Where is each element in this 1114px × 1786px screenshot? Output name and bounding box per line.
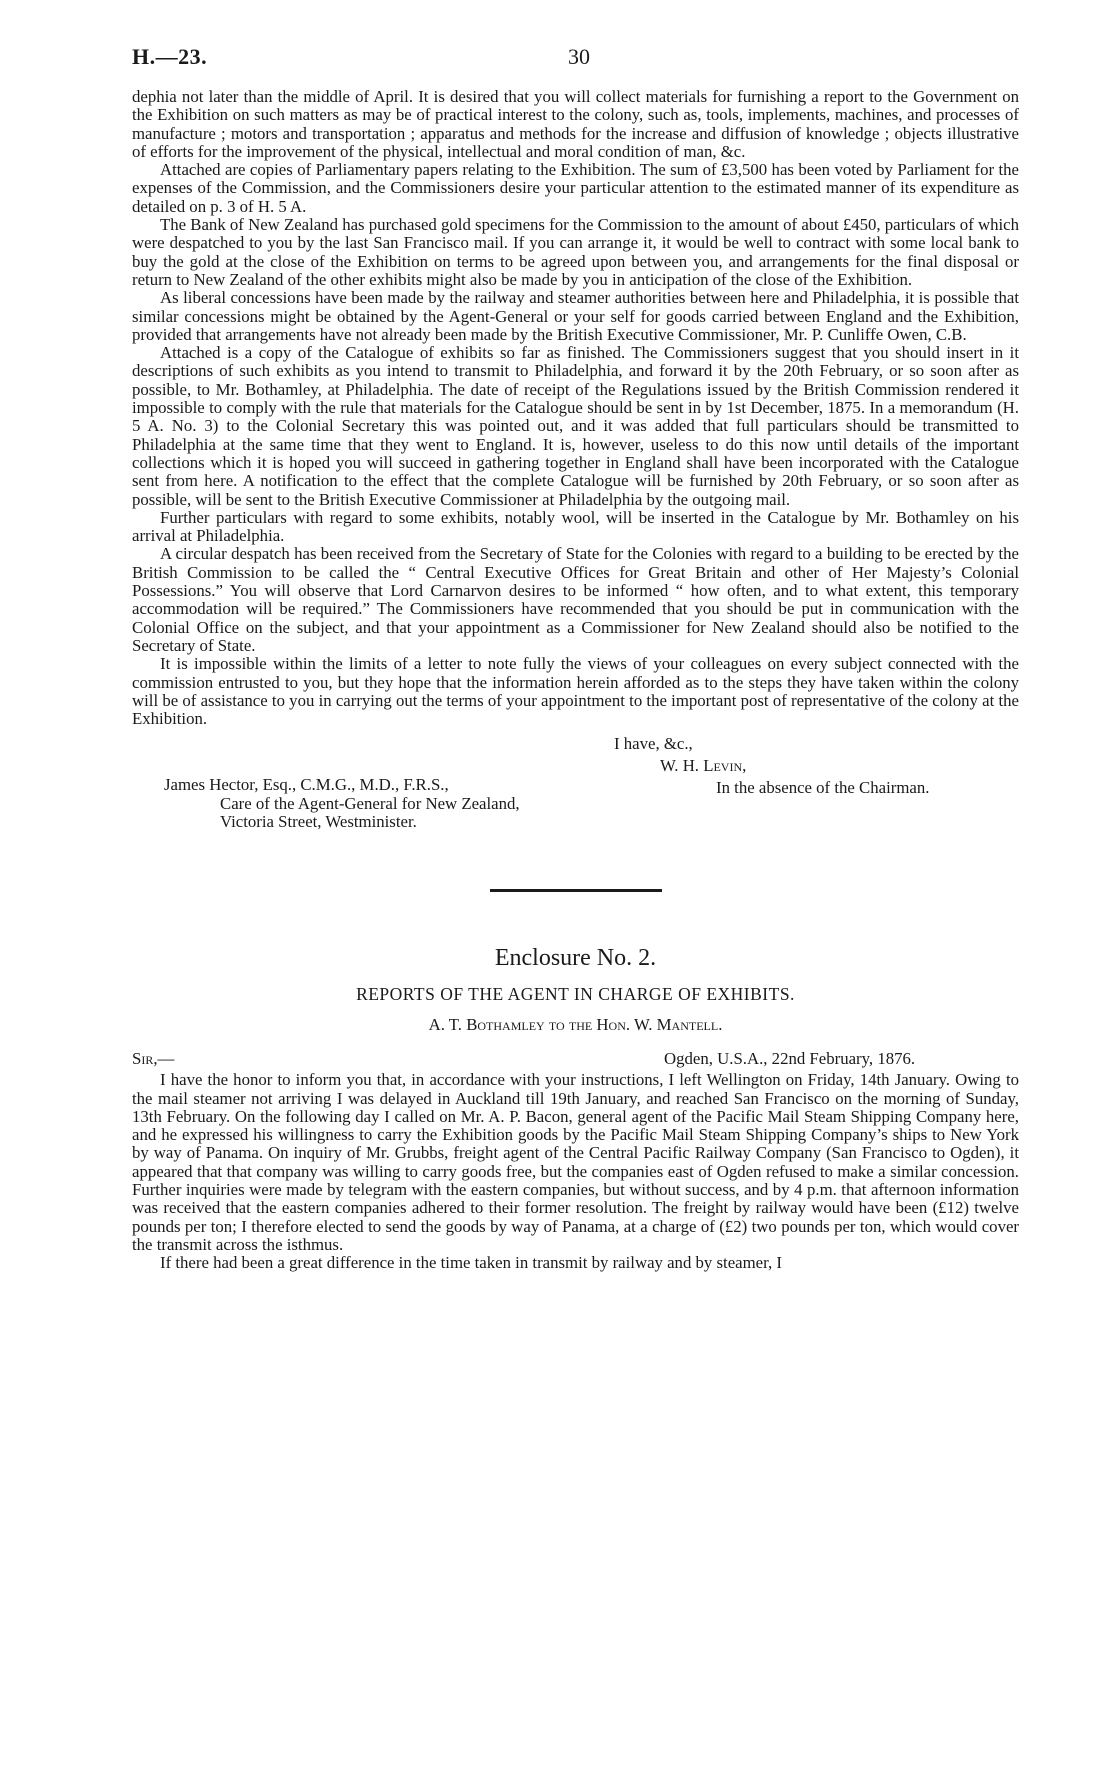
paragraph: dephia not later than the middle of April. It is desired that you will collect materials for furnishing a report to the Government on the Exhibition on such matters as may be of practical interest to the colony, such as, tools, implements, machines, and processes of manufacture ; motors and transportation ; apparatus and methods for the increase and diffusion of knowledge ; objects illustrative of efforts for the improvement of the physical, intellectual and moral condition of man, &c. (132, 87, 1019, 161)
page-header (132, 36, 1019, 88)
enclosure-body (132, 1071, 1019, 1272)
paragraph: Attached is a copy of the Catalogue of exhibits so far as finished. The Commissioners suggest that you should insert in it descriptions of such exhibits as you intend to transmit to Philadelphia, and forward it by the 20th February, or so soon after as possible, to Mr. Bothamley, at Philadelphia. The date of receipt of the Regulations issued by the British Commission rendered it impossible to comply with the rule that materials for the Catalogue should be sent in by 1st December, 1875. In a memorandum (H. 5 A. No. 3) to the Colonial Secretary this was pointed out, and it was added that full particulars should be transmitted to Philadelphia at the same time that they went to England. It is, however, useless to do this now until details of the important collections which it is hoped you will succeed in gathering together in England shall have been incorporated with the Catalogue sent from here. A notification to the effect that the complete Catalogue will be furnished by 20th February, or so soon after as possible, will be sent to the British Executive Commissioner at Philadelphia by the outgoing mail. (132, 343, 1019, 509)
salutation: Sir,— (132, 1049, 175, 1069)
paragraph: Attached are copies of Parliamentary papers relating to the Exhibition. The sum of £3,500 has been voted by Parliament for the expenses of the Commission, and the Commissioners desire your particular attention to the estimated manner of its expenditure as detailed on p. 3 of H. 5 A. (132, 160, 1019, 216)
enclosure-subtitle: REPORTS OF THE AGENT IN CHARGE OF EXHIBITS. (356, 984, 795, 1005)
document-reference: H.—23. (132, 44, 208, 69)
enclosure-from-to: A. T. Bothamley to the Hon. W. Mantell. (428, 1015, 723, 1035)
closing-row-1 (132, 732, 1019, 754)
addressee-name: James Hector, Esq., C.M.G., M.D., F.R.S., (164, 775, 449, 795)
paragraph: A circular despatch has been received from the Secretary of State for the Colonies with regard to a building to be erected by the British Commission to be called the “ Central Executive Offices for Great Britain and other of Her Majesty’s Colonial Possessions.” You will observe that Lord Carnarvon desires to be informed “ how often, and to what extent, this temporary accommodation will be required.” The Commissioners have recommended that you should be put in communication with the Colonial Office on the subject, and that your appointment as a Commissioner for New Zealand should also be notified to the Secretary of State. (132, 544, 1019, 655)
paragraph: It is impossible within the limits of a letter to note fully the views of your colleagues on every subject connected with the commission entrusted to you, but they hope that the information herein afforded as to the steps they have taken within the colony will be of assistance to you in carrying out the terms of your appointment to the important post of representative of the colony at the Exhibition. (132, 654, 1019, 729)
paragraph: I have the honor to inform you that, in accordance with your instructions, I left Wellington on Friday, 14th January. Owing to the mail steamer not arriving I was delayed in Auckland till 19th January, and reached San Francisco on the morning of Sunday, 13th February. On the following day I called on Mr. A. P. Bacon, general agent of the Pacific Mail Steam Shipping Company here, and he expressed his willingness to carry the Exhibition goods by the Pacific Mail Steam Shipping Company’s ships to New York by way of Panama. On inquiry of Mr. Grubbs, freight agent of the Central Pacific Railway Company (San Francisco to Ogden), it appeared that that company was willing to carry goods free, but the companies east of Ogden refused to make a similar concession. Further inquiries were made by telegram with the eastern companies, but without success, and by 4 p.m. that afternoon information was received that the eastern companies adhered to their former resolution. The freight by railway would have been (£12) twelve pounds per ton; I therefore elected to send the goods by way of Panama, at a charge of (£2) two pounds per ton, which would cover the transmit across the isthmus. (132, 1070, 1019, 1254)
paragraph: Further particulars with regard to some exhibits, notably wool, will be inserted in the Catalogue by Mr. Bothamley on his arrival at Philadelphia. (132, 507, 1019, 546)
dateline: Ogden, U.S.A., 22nd February, 1876. (664, 1049, 916, 1069)
page-number: 30 (568, 44, 590, 69)
paragraph: If there had been a great difference in the time taken in transmit by railway and by steamer, I (160, 1253, 782, 1273)
paragraph: As liberal concessions have been made by the railway and steamer authorities between here and Philadelphia, it is possible that similar concessions might be obtained by the Agent-General or your self for goods carried between England and the Exhibition, provided that arrangements have not already been made by the British Executive Commissioner, Mr. P. Cunliffe Owen, C.B. (132, 288, 1019, 344)
signature-capacity: In the absence of the Chairman. (716, 778, 930, 798)
addressee-care-of: Care of the Agent-General for New Zealand, (220, 793, 520, 813)
enclosure-title: Enclosure No. 2. (494, 945, 657, 972)
addressee-street: Victoria Street, Westminister. (220, 811, 417, 831)
section-divider (132, 879, 1019, 897)
closing-row-3 (132, 776, 1019, 798)
divider-rule (490, 889, 662, 892)
paragraph: The Bank of New Zealand has purchased gold specimens for the Commission to the amount of about £450, particulars of which were despatched to you by the last San Francisco mail. If you can arrange it, it would be well to contract with some local bank to buy the gold at the close of the Exhibition on terms to be agreed upon between you, and arrangements for the final disposal or return to New Zealand of the other exhibits might also be made by you in anticipation of the close of the Exhibition. (132, 215, 1019, 289)
signature-name: W. H. Levin, (660, 756, 747, 776)
closing-row-2 (132, 754, 1019, 776)
closing-phrase: I have, &c., (614, 734, 693, 754)
letter-body (132, 88, 1019, 728)
salutation-row (132, 1049, 1019, 1069)
